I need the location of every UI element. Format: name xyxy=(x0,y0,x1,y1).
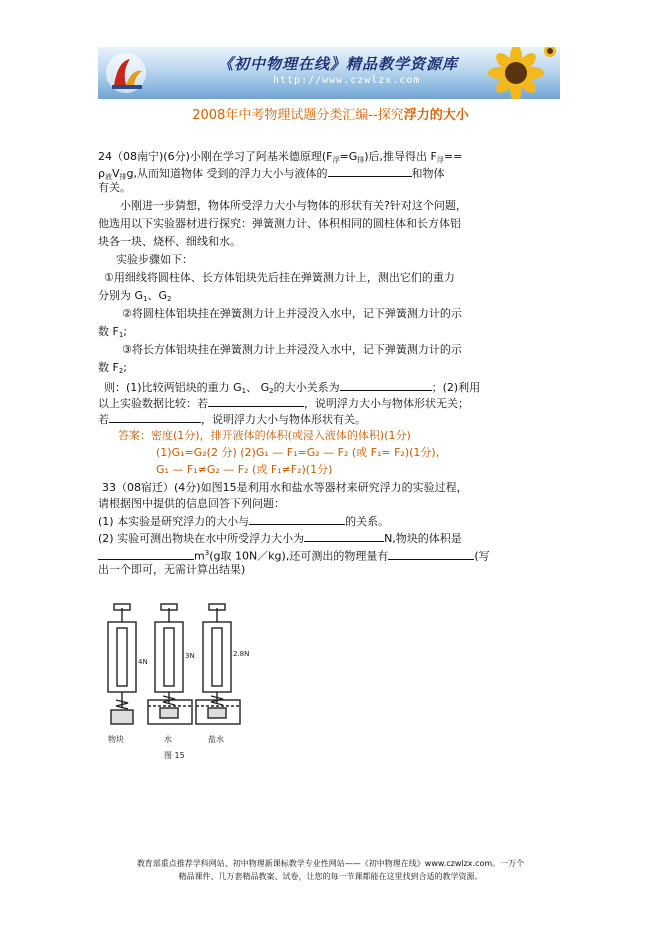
answer-blank[interactable] xyxy=(328,165,412,177)
answer-blank[interactable] xyxy=(109,411,201,423)
q24-para2-line-1: 小刚进一步猜想，物体所受浮力大小与物体的形状有关?针对这个问题， xyxy=(120,199,467,212)
answer-blank[interactable] xyxy=(304,530,384,542)
q24-line-3: 有关。 xyxy=(98,181,131,194)
then-line-2: 以上实验数据比较：若 ，说明浮力大小与物体形状无关； xyxy=(98,397,469,410)
footer-line-2: 精品课件、几万套精品教案、试卷，让您的每一节课都能在这里找到合适的教学资源。 xyxy=(178,872,483,881)
answer-blank[interactable] xyxy=(208,395,304,407)
q33-line-6: 出一个即可，无需计算出结果) xyxy=(98,563,246,576)
answer-blank[interactable] xyxy=(249,513,345,525)
then-line-3: 若 ，说明浮力大小与物体形状有关。 xyxy=(98,413,366,426)
header-banner xyxy=(98,47,560,99)
scale-1-reading: 4N xyxy=(138,658,148,666)
then-line-1: 则：(1)比较两铝块的重力 $G_1$、 $G_2$的大小关系为 ；(2)利用 xyxy=(104,381,481,395)
footer-line-1: 教育部重点推荐学科网站、初中物理新课标教学专业性网站——《初中物理在线》www.czwlzx.com。一万个 xyxy=(136,859,525,868)
steps-title: 实验步骤如下： xyxy=(116,253,193,266)
scale-3-reading: 2.8N xyxy=(233,650,250,658)
q33-line-1: 33（08宿迁）(4分)如图15是利用水和盐水等器材来研究浮力的实验过程， xyxy=(102,481,468,494)
step-1-line-2: 分别为 $G_1$、$G_2$ xyxy=(98,289,172,303)
step-3-line-2: 数 $F_2$; xyxy=(98,361,128,375)
site-logo-icon xyxy=(104,51,148,95)
q33-line-3: (1) 本实验是研究浮力的大小与 的关系。 xyxy=(98,515,390,528)
spring-scale-2 xyxy=(148,604,192,724)
q24-para2-line-2: 他选用以下实验器材进行探究：弹簧测力计、体积相同的圆柱体和长方体铝 xyxy=(98,217,461,230)
label-water: 水 xyxy=(164,735,172,744)
label-block: 物块 xyxy=(108,735,124,744)
answer-line-2: (1)G₁=G₂(2 分) (2)G₁ — F₁=G₂ — F₂ (或 F₁= F₂)(1分), xyxy=(156,446,440,459)
step-2-line-2: 数 $F_1$; xyxy=(98,325,128,339)
answer-line-3: G₁ — F₁≠G₂ — F₂ (或 F₁≠F₂)(1分) xyxy=(156,463,333,476)
q33-line-2: 请根据图中提供的信息回答下列问题： xyxy=(98,497,285,510)
label-salt-water: 盐水 xyxy=(208,735,224,744)
answer-line-1: 答案：密度(1分)，排开液体的体积(或浸入液体的体积)(1分) xyxy=(118,429,411,442)
banner-title: 《初中物理在线》精品教学资源库 xyxy=(218,55,459,73)
figure-caption: 图 15 xyxy=(164,751,185,760)
page-title-part2: 浮力的大小 xyxy=(403,108,469,123)
answer-blank[interactable] xyxy=(98,548,194,560)
answer-blank[interactable] xyxy=(340,379,432,391)
figure-15-spring-scales xyxy=(100,600,260,770)
q24-para2-line-3: 块各一块、烧杯、细线和水。 xyxy=(98,235,241,248)
page-title xyxy=(0,104,661,123)
q24-line-2: $\rho_液V_排g$,从而知道物体 受到的浮力大小与液体的 和物体 xyxy=(98,167,445,181)
step-3-line-1: ③将长方体铝块挂在弹簧测力计上并浸没入水中，记下弹簧测力计的示 xyxy=(122,343,462,356)
spring-scale-3 xyxy=(196,604,240,724)
q33-line-4: (2) 实验可测出物块在水中所受浮力大小为 N,物块的体积是 xyxy=(98,532,462,545)
scale-2-reading: 3N xyxy=(185,652,195,660)
spring-scale-1 xyxy=(108,604,136,724)
sunflower-icon xyxy=(474,47,558,99)
step-2-line-1: ②将圆柱体铝块挂在弹簧测力计上并浸没入水中，记下弹簧测力计的示 xyxy=(122,307,462,320)
page-title-part1: 2008年中考物理试题分类汇编--探究 xyxy=(192,108,404,123)
step-1-line-1: ①用细线将圆柱体、长方体铝块先后挂在弹簧测力计上，测出它们的重力 xyxy=(104,271,455,284)
answer-blank[interactable] xyxy=(388,548,474,560)
banner-url-link[interactable]: http://www.czwlzx.com xyxy=(273,75,421,86)
q33-line-5: $m^3(g$取 10N／kg),还可测出的物理量有 (写 xyxy=(98,546,490,564)
q24-line-1: 24（08南宁)(6分)小刚在学习了阿基米德原理$(F_浮=G_排)$后,推导得出 $F_浮==$ xyxy=(98,150,463,164)
